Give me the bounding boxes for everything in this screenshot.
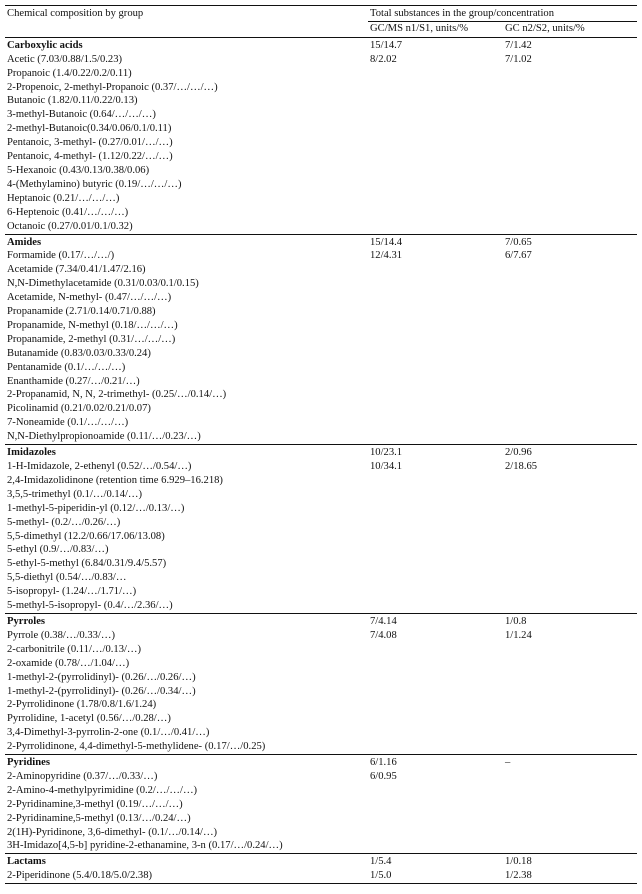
group-name: Amides	[5, 234, 368, 249]
empty-cell	[503, 826, 637, 840]
gc-value	[503, 770, 637, 784]
empty-cell	[368, 263, 503, 277]
gc-value: 2/18.65	[505, 461, 538, 472]
empty-cell	[503, 698, 637, 712]
gc-value: 1/2.38	[503, 869, 637, 883]
table-row	[5, 136, 637, 150]
empty-cell	[368, 122, 503, 136]
group-name: Pyrroles	[5, 613, 368, 628]
compound-name: Heptanoic (0.21/…/…/…)	[7, 192, 120, 204]
empty-cell	[368, 474, 503, 488]
compound-name: Pentanamide (0.1/…/…/…)	[7, 361, 126, 373]
empty-cell	[503, 599, 637, 613]
empty-cell	[503, 502, 637, 516]
empty-cell	[368, 67, 503, 81]
empty-cell	[503, 375, 637, 389]
empty-cell	[368, 192, 503, 206]
empty-cell	[368, 571, 503, 585]
empty-cell	[503, 839, 637, 853]
table-row	[5, 599, 637, 613]
table-row	[5, 460, 637, 474]
table-row	[5, 530, 637, 544]
table-body	[5, 37, 637, 883]
gcms-value: 6/1.16	[368, 755, 503, 770]
empty-cell	[368, 685, 503, 699]
empty-cell	[368, 726, 503, 740]
compound-name: Butanamide (0.83/0.03/0.33/0.24)	[7, 347, 151, 359]
empty-cell	[503, 798, 637, 812]
table-row	[5, 643, 637, 657]
table-row	[5, 94, 637, 108]
compound-name: Propanamide (2.71/0.14/0.71/0.88)	[7, 306, 156, 318]
table-row	[5, 122, 637, 136]
empty-cell	[368, 488, 503, 502]
empty-cell	[368, 698, 503, 712]
empty-cell	[368, 585, 503, 599]
empty-cell	[503, 291, 637, 305]
table-row	[5, 474, 637, 488]
empty-cell	[368, 136, 503, 150]
compound-name: 2-carbonitrile (0.11/…/0.13/…)	[7, 643, 142, 655]
empty-cell	[503, 164, 637, 178]
empty-cell	[503, 530, 637, 544]
empty-cell	[503, 671, 637, 685]
compound-name: Acetamide (7.34/0.41/1.47/2.16)	[7, 264, 146, 276]
empty-cell	[503, 543, 637, 557]
compound-name: 2-oxamide (0.78/…/1.04/…)	[7, 657, 130, 669]
empty-cell	[368, 347, 503, 361]
gc-value: 7/0.65	[503, 234, 637, 249]
compound-name: 5-methyl-5-isopropyl- (0.4/…/2.36/…)	[7, 600, 173, 612]
compound-name: 2-Propanamid, N, N, 2-trimethyl- (0.25/…/0.14/…)	[7, 389, 227, 401]
table-row	[5, 291, 637, 305]
group-name: Pyridines	[5, 755, 368, 770]
empty-cell	[368, 416, 503, 430]
compound-name: 5-ethyl-5-methyl (6.84/0.31/9.4/5.57)	[7, 558, 167, 570]
table-row	[5, 81, 637, 95]
compound-name: 3H-Imidazo[4,5-b] pyridine-2-ethanamine, 3-n (0.17/…/0.24/…)	[7, 840, 283, 852]
table-row	[5, 347, 637, 361]
group-name: Imidazoles	[5, 445, 368, 460]
compound-name: 7-Noneamide (0.1/…/…/…)	[7, 417, 129, 429]
gc-value: 1/1.24	[505, 629, 532, 641]
empty-cell	[368, 740, 503, 754]
table-row	[5, 557, 637, 571]
chemical-composition-table	[5, 5, 637, 884]
gc-value: 1/0.8	[503, 613, 637, 628]
empty-cell	[503, 416, 637, 430]
table-row	[5, 220, 637, 234]
table-row	[5, 826, 637, 840]
table-row	[5, 712, 637, 726]
group-header-row	[5, 854, 637, 869]
gcms-value: 6/0.95	[370, 770, 397, 782]
empty-cell	[503, 263, 637, 277]
empty-cell	[503, 388, 637, 402]
group-header-row	[5, 445, 637, 460]
empty-cell	[503, 178, 637, 192]
empty-cell	[503, 192, 637, 206]
empty-cell	[368, 361, 503, 375]
compound-name: 2-Pyrrolidinone (1.78/0.8/1.6/1.24)	[7, 699, 157, 711]
empty-cell	[368, 150, 503, 164]
table-row	[5, 67, 637, 81]
table-row	[5, 333, 637, 347]
compound-name: 2(1H)-Pyridinone, 3,6-dimethyl- (0.1/…/0.14/…)	[7, 826, 218, 838]
compound-name: 2-Piperidinone (5.4/0.18/5.0/2.38)	[5, 869, 368, 883]
compound-name: Acetic (7.03/0.88/1.5/0.23)	[7, 53, 123, 65]
table-row	[5, 629, 637, 643]
table-row	[5, 388, 637, 402]
empty-cell	[368, 94, 503, 108]
table-row	[5, 430, 637, 444]
compound-name: 6-Heptenoic (0.41/…/…/…)	[7, 206, 129, 218]
compound-name: 2-Amino-4-methylpyrimidine (0.2/…/…/…)	[7, 784, 198, 796]
gc-value: –	[503, 755, 637, 770]
empty-cell	[368, 798, 503, 812]
empty-cell	[503, 81, 637, 95]
compound-name: 5-isopropyl- (1.24/…/1.71/…)	[7, 586, 137, 598]
chemical-composition-table-page	[5, 0, 637, 884]
empty-cell	[368, 543, 503, 557]
gcms-column-header: GC/MS n1/S1, units/%	[368, 21, 503, 37]
compound-name: N,N-Diethylpropionoamide (0.11/…/0.23/…)	[7, 431, 201, 443]
empty-cell	[503, 571, 637, 585]
empty-cell	[368, 81, 503, 95]
empty-cell	[368, 712, 503, 726]
table-row	[5, 798, 637, 812]
empty-cell	[368, 826, 503, 840]
table-row	[5, 164, 637, 178]
empty-cell	[503, 333, 637, 347]
table-row	[5, 839, 637, 853]
empty-cell	[503, 784, 637, 798]
table-row	[5, 206, 637, 220]
group-name: Carboxylic acids	[5, 37, 368, 52]
empty-cell	[503, 94, 637, 108]
compound-name: Pentanoic, 3-methyl- (0.27/0.01/…/…)	[7, 137, 173, 149]
compound-name: Enanthamide (0.27/…/0.21/…)	[7, 375, 140, 387]
gc-column-header: GC n2/S2, units/%	[503, 21, 637, 37]
table-header	[5, 6, 637, 38]
gcms-value: 10/34.1	[370, 461, 403, 472]
compound-name: Formamide (0.17/…/…/)	[7, 250, 115, 262]
compound-name: 2-Aminopyridine (0.37/…/0.33/…)	[7, 770, 158, 782]
table-row	[5, 671, 637, 685]
table-row	[5, 277, 637, 291]
compound-name: Propanoic (1.4/0.22/0.2/0.11)	[7, 67, 132, 79]
empty-cell	[503, 657, 637, 671]
table-row	[5, 685, 637, 699]
gcms-value: 7/4.08	[370, 629, 397, 641]
empty-cell	[368, 402, 503, 416]
empty-cell	[368, 516, 503, 530]
table-row	[5, 869, 637, 883]
compound-name: Propanamide, 2-methyl (0.31/…/…/…)	[7, 333, 176, 345]
group-header-row	[5, 234, 637, 249]
empty-cell	[503, 206, 637, 220]
table-row	[5, 657, 637, 671]
group-header-row	[5, 37, 637, 52]
table-row	[5, 416, 637, 430]
gc-value: 2/0.96	[503, 445, 637, 460]
gc-value: 6/7.67	[505, 250, 532, 262]
empty-cell	[503, 122, 637, 136]
empty-cell	[368, 220, 503, 234]
table-row	[5, 178, 637, 192]
empty-cell	[503, 67, 637, 81]
table-row	[5, 150, 637, 164]
compound-name: 5,5-diethyl (0.54/…/0.83/…	[7, 572, 127, 584]
compound-name: 1-methyl-5-piperidin-yl (0.12/…/0.13/…)	[7, 502, 185, 514]
table-row	[5, 571, 637, 585]
empty-cell	[503, 516, 637, 530]
compound-name: 1-methyl-2-(pyrrolidinyl)- (0.26/…/0.26/…)	[7, 671, 196, 683]
table-row	[5, 740, 637, 754]
empty-cell	[503, 812, 637, 826]
compound-name: 5-Hexanoic (0.43/0.13/0.38/0.06)	[7, 164, 150, 176]
compound-name: Octanoic (0.27/0.01/0.1/0.32)	[7, 220, 133, 232]
compound-name: Pentanoic, 4-methyl- (1.12/0.22/…/…)	[7, 151, 173, 163]
compound-name: 5,5-dimethyl (12.2/0.66/17.06/13.08)	[7, 530, 165, 542]
compound-name: 4-(Methylamino) butyric (0.19/…/…/…)	[7, 178, 182, 190]
empty-cell	[503, 361, 637, 375]
table-row	[5, 108, 637, 122]
gcms-value: 15/14.7	[368, 37, 503, 52]
empty-cell	[503, 305, 637, 319]
empty-cell	[368, 277, 503, 291]
empty-cell	[368, 333, 503, 347]
empty-cell	[503, 726, 637, 740]
empty-cell	[503, 136, 637, 150]
gcms-value: 1/5.4	[368, 854, 503, 869]
empty-cell	[368, 108, 503, 122]
empty-cell	[368, 502, 503, 516]
table-row	[5, 502, 637, 516]
compound-name: 2-Propenoic, 2-methyl-Propanoic (0.37/…/…/…)	[7, 81, 218, 93]
table-row	[5, 516, 637, 530]
empty-cell	[503, 150, 637, 164]
group-header-row	[5, 613, 637, 628]
table-row	[5, 488, 637, 502]
table-row	[5, 192, 637, 206]
compound-name: Propanamide, N-methyl (0.18/…/…/…)	[7, 319, 178, 331]
compound-name: 5-ethyl (0.9/…/0.83/…)	[7, 544, 109, 556]
gcms-value: 10/23.1	[368, 445, 503, 460]
compound-name: 2-methyl-Butanoic(0.34/0.06/0.1/0.11)	[7, 123, 172, 135]
compound-name: 1-H-Imidazole, 2-ethenyl (0.52/…/0.54/…)	[7, 461, 192, 472]
empty-cell	[368, 643, 503, 657]
empty-cell	[368, 530, 503, 544]
empty-cell	[503, 643, 637, 657]
empty-cell	[368, 839, 503, 853]
total-substances-header: Total substances in the group/concentration	[368, 6, 637, 22]
empty-cell	[368, 178, 503, 192]
empty-cell	[503, 277, 637, 291]
empty-cell	[503, 319, 637, 333]
table-row	[5, 543, 637, 557]
compound-name: 2-Pyridinamine,3-methyl (0.19/…/…/…)	[7, 798, 183, 810]
empty-cell	[368, 430, 503, 444]
gcms-value: 15/14.4	[368, 234, 503, 249]
empty-cell	[368, 388, 503, 402]
table-row	[5, 784, 637, 798]
table-row	[5, 585, 637, 599]
empty-cell	[503, 220, 637, 234]
compound-name: 2-Pyridinamine,5-methyl (0.13/…/0.24/…)	[7, 812, 191, 824]
table-row	[5, 375, 637, 389]
empty-cell	[368, 671, 503, 685]
empty-cell	[503, 557, 637, 571]
compound-name: 2-Pyrrolidinone, 4,4-dimethyl-5-methylidene- (0.17/…/0.25)	[7, 741, 266, 753]
compound-name: 5-methyl- (0.2/…/0.26/…)	[7, 516, 121, 528]
table-row	[5, 319, 637, 333]
table-row	[5, 698, 637, 712]
compound-name: Picolinamid (0.21/0.02/0.21/0.07)	[7, 403, 151, 415]
empty-cell	[503, 685, 637, 699]
table-row	[5, 305, 637, 319]
table-row	[5, 726, 637, 740]
empty-cell	[503, 347, 637, 361]
empty-cell	[368, 319, 503, 333]
table-row	[5, 361, 637, 375]
gcms-value: 12/4.31	[370, 250, 403, 262]
empty-cell	[503, 108, 637, 122]
empty-cell	[368, 164, 503, 178]
compound-name: Pyrrole (0.38/…/0.33/…)	[7, 629, 115, 641]
compound-name: N,N-Dimethylacetamide (0.31/0.03/0.1/0.15)	[7, 278, 199, 290]
empty-cell	[368, 305, 503, 319]
empty-cell	[368, 557, 503, 571]
empty-cell	[503, 430, 637, 444]
empty-cell	[368, 375, 503, 389]
gcms-value: 8/2.02	[370, 53, 397, 65]
compound-name: 3,5,5-trimethyl (0.1/…/0.14/…)	[7, 488, 143, 500]
group-header-row	[5, 755, 637, 770]
gc-value: 7/1.42	[503, 37, 637, 52]
empty-cell	[503, 402, 637, 416]
compound-name: 3-methyl-Butanoic (0.64/…/…/…)	[7, 109, 156, 121]
empty-cell	[368, 599, 503, 613]
group-name: Lactams	[5, 854, 368, 869]
empty-cell	[503, 740, 637, 754]
empty-cell	[503, 712, 637, 726]
empty-cell	[368, 657, 503, 671]
empty-cell	[503, 474, 637, 488]
table-row	[5, 53, 637, 67]
table-row	[5, 263, 637, 277]
table-row	[5, 770, 637, 784]
compound-name: 1-methyl-2-(pyrrolidinyl)- (0.26/…/0.34/…)	[7, 685, 196, 697]
empty-cell	[368, 206, 503, 220]
table-row	[5, 402, 637, 416]
empty-cell	[368, 291, 503, 305]
compound-name: Acetamide, N-methyl- (0.47/…/…/…)	[7, 292, 172, 304]
empty-cell	[503, 488, 637, 502]
table-row	[5, 249, 637, 263]
compound-name: Butanoic (1.82/0.11/0.22/0.13)	[7, 95, 138, 107]
gc-value: 1/0.18	[503, 854, 637, 869]
compound-name: Pyrrolidine, 1-acetyl (0.56/…/0.28/…)	[7, 713, 171, 725]
empty-cell	[368, 784, 503, 798]
table-row	[5, 812, 637, 826]
compound-name: 3,4-Dimethyl-3-pyrrolin-2-one (0.1/…/0.41/…)	[7, 727, 210, 739]
empty-cell	[368, 812, 503, 826]
gc-value: 7/1.02	[505, 53, 532, 65]
composition-header: Chemical composition by group	[5, 6, 368, 38]
compound-name: 2,4-Imidazolidinone (retention time 6.929–16.218)	[7, 474, 223, 486]
empty-cell	[503, 585, 637, 599]
gcms-value: 7/4.14	[368, 613, 503, 628]
gcms-value: 1/5.0	[368, 869, 503, 883]
